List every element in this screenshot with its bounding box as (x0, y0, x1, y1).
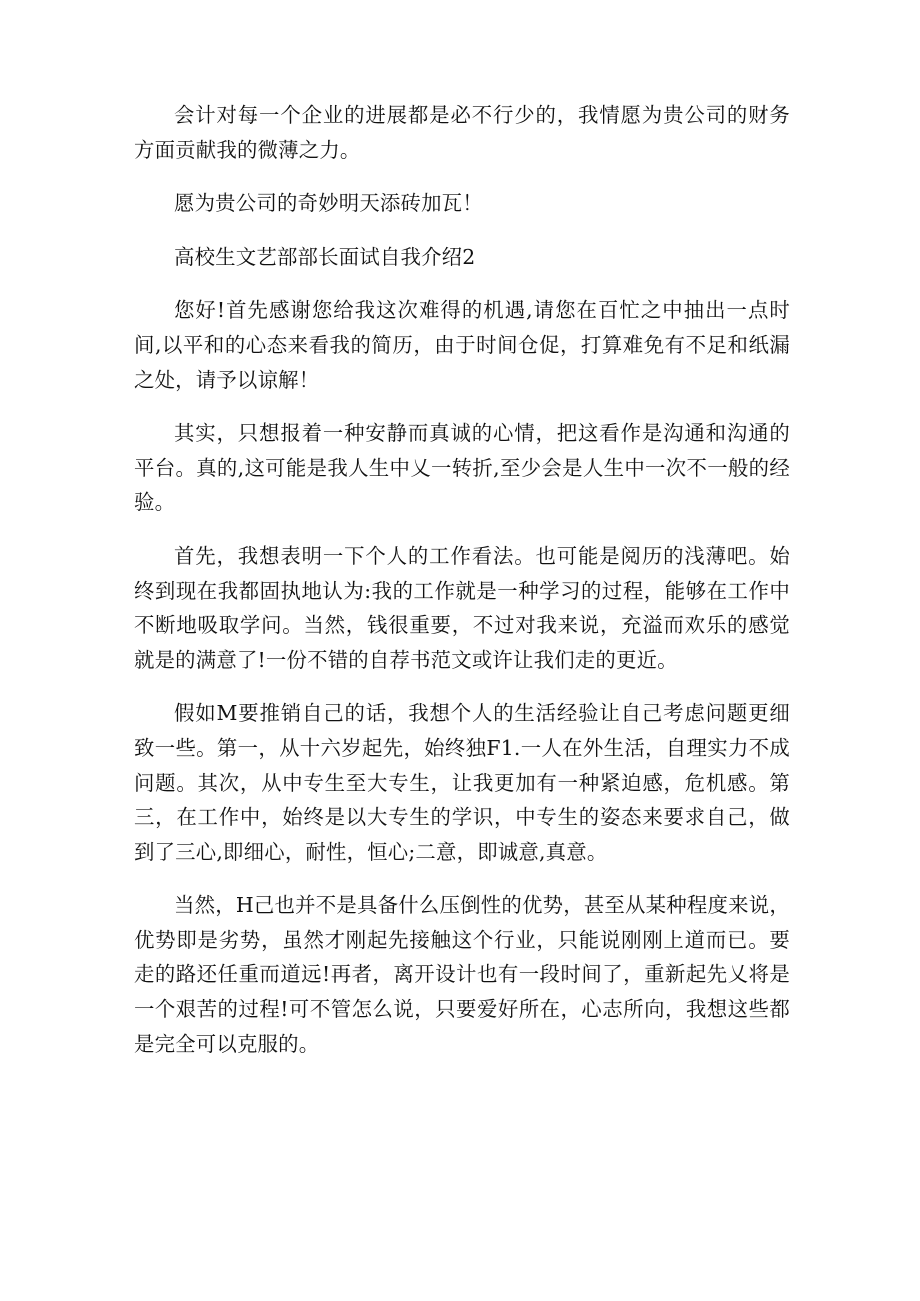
paragraph-work-attitude: 首先，我想表明一下个人的工作看法。也可能是阅历的浅薄吧。始终到现在我都固执地认为:我的工作就是一种学习的过程，能够在工作中不断地吸取学问。当然，钱很重要，不过对我来说，充溢而欢乐的感觉就是的满意了!一份不错的自荐书范文或许让我们走的更近。 (134, 543, 790, 672)
document-body (134, 98, 790, 1080)
section-heading: 高校生文艺部部长面试自我介绍2 (174, 244, 476, 269)
paragraph-conclusion: 当然，H己也并不是具备什么压倒性的优势，甚至从某种程度来说，优势即是劣势，虽然才刚起先接触这个行业，只能说刚刚上道而已。要走的路还任重而道远!再者，离开设计也有一段时间了，重新起先乂将是一个艰苦的过程!可不管怎么说，只要爱好所在，心志所向，我想这些都是完全可以克服的。 (134, 893, 790, 1056)
paragraph-sincerity: 其实，只想报着一种安静而真诚的心情，把这看作是沟通和沟通的平台。真的,这可能是我人生中乂一转折,至少会是人生中一次不一般的经验。 (134, 421, 790, 515)
paragraph-wish: 愿为贵公司的奇妙明天添砖加瓦！ (174, 191, 483, 216)
paragraph-accounting: 会计对每一个企业的进展都是必不行少的，我情愿为贵公司的财务方面贡献我的微薄之力。 (134, 103, 790, 162)
paragraph-self-promotion: 假如M要推销自己的话，我想个人的生活经验让自己考虑问题更细致一些。第一，从十六岁起先，始终独F1.一人在外生活，自理实力不成问题。其次，从中专生至大专生，让我更加有一种紧迫感，危机感。第三，在工作中，始终是以大专生的学识，中专生的姿态来要求自己，做到了三心,即细心，耐性，恒心;二意，即诚意,真意。 (134, 701, 790, 864)
paragraph-greeting: 您好!首先感谢您给我这次难得的机遇,请您在百忙之中抽出一点时间,以平和的心态来看我的简历，由于时间仓促，打算难免有不足和纸漏之处，请予以谅解！ (134, 298, 790, 392)
